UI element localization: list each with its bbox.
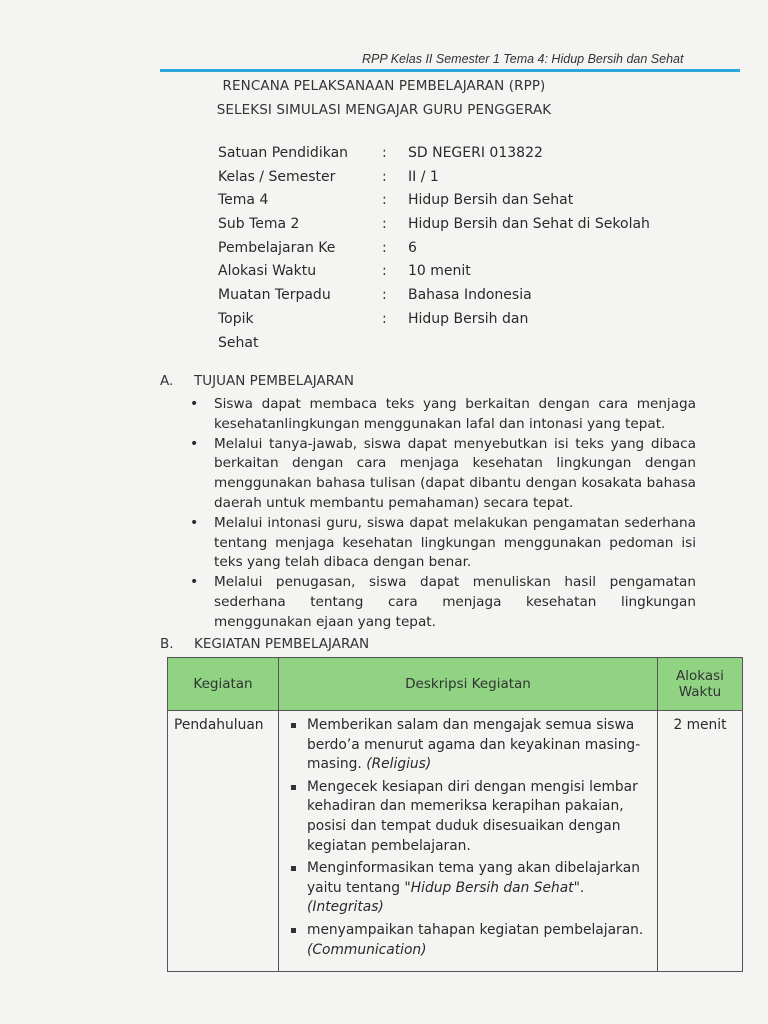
description-text: menyampaikan tahapan kegiatan pembelajaran. <box>307 921 644 938</box>
header-rule <box>160 69 740 72</box>
info-label: Alokasi Waktu <box>218 263 317 280</box>
square-bullet-icon <box>291 785 296 790</box>
header-description: Deskripsi Kegiatan <box>279 658 658 711</box>
info-colon: : <box>382 216 387 233</box>
bullet-icon: • <box>190 435 199 452</box>
info-colon: : <box>382 145 387 161</box>
list-item <box>188 395 696 435</box>
info-colon: : <box>382 263 387 280</box>
character-value-tag: (Integritas) <box>307 899 384 916</box>
info-label: Kelas / Semester <box>218 168 336 185</box>
bullet-icon: • <box>190 574 199 591</box>
bullet-icon: • <box>190 396 199 412</box>
info-value: Hidup Bersih dan <box>408 310 529 327</box>
description-item <box>287 921 647 960</box>
description-cell <box>279 711 658 972</box>
time-cell: 2 menit <box>658 711 743 972</box>
theme-quote: Hidup Bersih dan Sehat <box>410 879 574 896</box>
description-text: ". <box>573 879 585 896</box>
objective-text: Melalui penugasan, siswa dapat menuliskan hasil pengamatan sederhana tentang cara menjaga kesehatan lingkungan menggunakan ejaan yang tepat. <box>214 574 696 630</box>
section-b-heading <box>160 636 369 652</box>
info-overflow-text: Sehat <box>218 334 259 351</box>
activity-cell: Pendahuluan <box>168 711 279 972</box>
description-text: Menginformasikan tema yang akan dibelajarkan yaitu tentang " <box>307 860 640 896</box>
info-colon: : <box>382 310 387 327</box>
header-activity: Kegiatan <box>168 658 279 711</box>
info-value: II / 1 <box>408 168 439 185</box>
activity-table <box>167 657 743 972</box>
description-item <box>287 859 647 918</box>
info-colon: : <box>382 239 387 256</box>
document-title: RENCANA PELAKSANAAN PEMBELAJARAN (RPP) <box>222 78 546 94</box>
square-bullet-icon <box>291 866 296 871</box>
bullet-icon: • <box>190 514 199 531</box>
info-colon: : <box>382 168 387 185</box>
list-item <box>188 435 696 514</box>
info-label: Tema 4 <box>218 192 269 209</box>
description-item <box>287 716 647 775</box>
info-label: Pembelajaran Ke <box>218 239 336 256</box>
character-value-tag: (Religius) <box>366 756 432 773</box>
square-bullet-icon <box>291 723 296 728</box>
table-row <box>168 711 743 972</box>
objectives-list <box>188 395 696 633</box>
info-value: Bahasa Indonesia <box>408 287 532 304</box>
list-item <box>188 514 696 573</box>
table-header-row <box>168 658 743 711</box>
info-value: Hidup Bersih dan Sehat di Sekolah <box>408 216 650 233</box>
section-title: TUJUAN PEMBELAJARAN <box>194 373 354 389</box>
info-value: 10 menit <box>408 263 471 280</box>
info-value: 6 <box>408 239 417 256</box>
info-label: Satuan Pendidikan <box>218 145 349 161</box>
info-label: Sub Tema 2 <box>218 216 300 233</box>
running-head: RPP Kelas II Semester 1 Tema 4: Hidup Bersih dan Sehat <box>362 52 684 66</box>
description-item <box>287 778 647 856</box>
info-label: Muatan Terpadu <box>218 287 331 304</box>
info-value: Hidup Bersih dan Sehat <box>408 192 574 209</box>
info-value: SD NEGERI 013822 <box>408 145 543 161</box>
section-title: KEGIATAN PEMBELAJARAN <box>194 636 370 652</box>
header-time-line: Alokasi <box>676 668 724 684</box>
section-a-heading <box>160 373 354 389</box>
header-time-line: Waktu <box>678 684 722 700</box>
objective-text: Melalui tanya-jawab, siswa dapat menyebutkan isi teks yang dibaca berkaitan dengan cara menjaga kesehatan lingkungan dengan menggunakan bahasa tulisan (dapat dibantu dengan kosakata bahasa daerah untuk membantu pemahaman) secara tepat. <box>214 435 696 511</box>
character-value-tag: (Communication) <box>307 941 427 958</box>
info-colon: : <box>382 192 387 209</box>
info-label: Topik <box>218 310 254 327</box>
header-time <box>658 658 743 711</box>
document-subtitle: SELEKSI SIMULASI MENGAJAR GURU PENGGERAK <box>216 102 552 118</box>
objective-text: Melalui intonasi guru, siswa dapat melakukan pengamatan sederhana tentang menjaga kesehatan lingkungan menggunakan pedoman isi teks yang telah dibaca dengan benar. <box>214 514 696 571</box>
info-colon: : <box>382 287 387 304</box>
square-bullet-icon <box>291 928 296 933</box>
description-text: Mengecek kesiapan diri dengan mengisi lembar kehadiran dan memeriksa kerapihan pakaian, posisi dan tempat duduk disesuaikan dengan kegiatan pembelajaran. <box>307 778 638 854</box>
section-letter: A. <box>160 373 174 389</box>
objective-text: Siswa dapat membaca teks yang berkaitan dengan cara menjaga kesehatanlingkungan menggunakan lafal dan intonasi yang tepat. <box>214 396 696 432</box>
section-letter: B. <box>160 636 174 652</box>
description-text: Memberikan salam dan mengajak semua siswa berdo’a menurut agama dan keyakinan masing-masing. <box>307 717 641 773</box>
list-item <box>188 573 696 632</box>
